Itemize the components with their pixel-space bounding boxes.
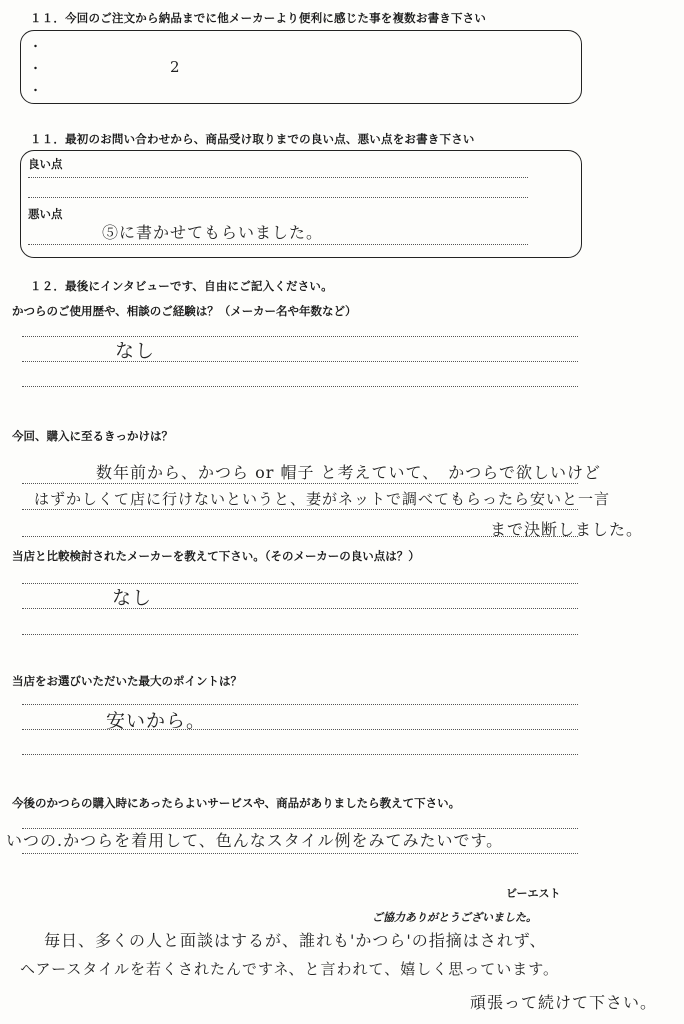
closing-line-2: ヘアースタイルを若くされたんですネ、と言われて、嬉しく思っています。 [20,960,560,978]
bullet-3: ・ [30,84,41,97]
trigger-line-2 [22,509,578,510]
bad-answer: ⑤に書かせてもらいました。 [102,223,324,242]
service-line-2 [22,853,578,854]
history-line-1 [22,336,578,337]
q11a-title: １１．今回のご注文から納品までに他メーカーより便利に感じた事を複数お書き下さい [30,11,487,25]
history-question: かつらのご使用歴や、相談のご経験は？（メーカー名や年数など） [12,304,357,318]
compare-question: 当店と比較検討されたメーカーを教えて下さい。（そのメーカーの良い点は？） [12,549,420,563]
closing-line-1: 毎日、多くの人と面談はするが、誰れも'かつら'の指摘はされず、 [44,931,547,950]
point-question: 当店をお選びいただいた最大のポイントは？ [12,674,242,688]
bullet-2: ・ [30,62,41,75]
good-line-2 [28,197,528,198]
company-name: ビーエスト [506,887,561,900]
service-line-1 [22,828,578,829]
trigger-line-1 [22,483,578,484]
history-line-3 [22,386,578,387]
bullet-1: ・ [30,40,41,53]
q11b-title: １１．最初のお問い合わせから、商品受け取りまでの良い点、悪い点をお書き下さい [30,132,475,146]
good-line-1 [28,177,528,178]
compare-answer: なし [112,587,153,609]
compare-line-1 [22,583,578,584]
trigger-answer-2: はずかしくて店に行けないというと、妻がネットで調べてもらったら安いと一言 [34,490,611,508]
bad-label: 悪い点 [28,207,63,221]
q11a-answer-box [20,30,582,104]
point-line-1 [22,704,578,705]
thanks-message: ご協力ありがとうございました。 [372,911,537,924]
point-line-2 [22,729,578,730]
q12-title: １２．最後にインタビューです、自由にご記入ください。 [30,279,333,293]
trigger-line-3 [22,536,578,537]
compare-line-3 [22,634,578,635]
good-label: 良い点 [28,157,63,171]
history-line-2 [22,361,578,362]
point-line-3 [22,754,578,755]
point-answer: 安いから。 [106,710,207,732]
service-answer: いつの.かつらを着用して、色んなスタイル例をみてみたいです。 [6,831,504,850]
compare-line-2 [22,608,578,609]
service-question: 今後のかつらの購入時にあったらよいサービスや、商品がありましたら教えて下さい。 [12,796,461,810]
closing-line-3: 頑張って続けて下さい。 [470,993,658,1012]
trigger-question: 今回、購入に至るきっかけは？ [12,429,173,443]
q11a-answer: 2 [170,58,181,76]
history-answer: なし [115,340,156,362]
trigger-answer-3: まで決断しました。 [490,520,644,539]
bad-line [28,244,528,245]
trigger-answer-1: 数年前から、かつら or 帽子 と考えていて、 かつらで欲しいけど [96,463,602,482]
